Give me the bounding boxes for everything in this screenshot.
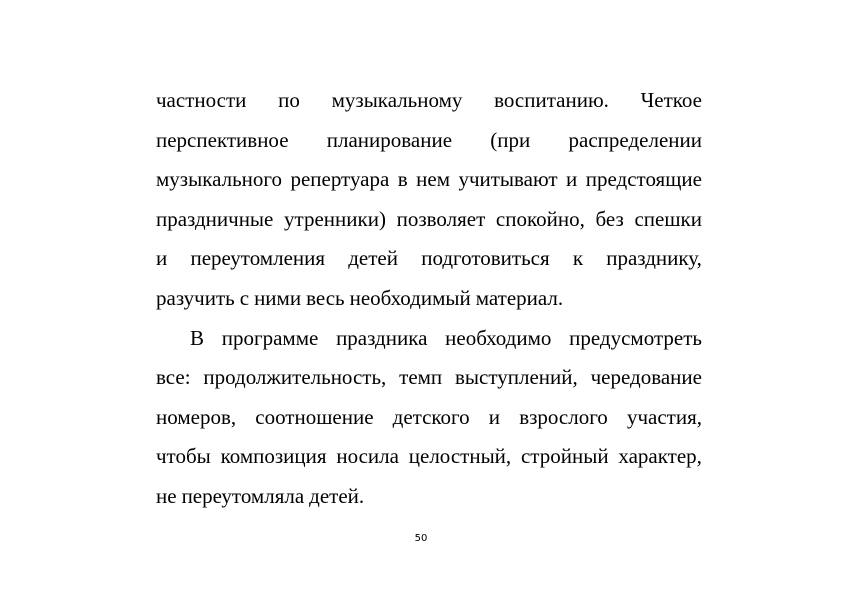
word: детского — [392, 404, 470, 429]
word: учитывают — [458, 167, 558, 192]
word: воспитанию. — [494, 88, 609, 112]
word: распределении — [568, 127, 702, 152]
word: частности — [156, 88, 247, 112]
word: композиция — [220, 444, 327, 469]
word: необходимый — [349, 285, 471, 310]
word: с — [239, 285, 250, 310]
word: нем — [416, 167, 450, 192]
word: весь — [306, 285, 345, 310]
word: Четкое — [640, 88, 702, 112]
word: и — [566, 167, 578, 192]
word: стройный — [520, 444, 609, 469]
word: предусмотреть — [569, 325, 702, 350]
word: чередование — [590, 365, 702, 390]
word: к — [572, 246, 584, 271]
word: ними — [254, 285, 302, 310]
word: характер, — [618, 444, 702, 469]
word: репертуара — [290, 167, 390, 192]
word: по — [278, 88, 300, 112]
word: программе — [221, 325, 319, 350]
word: носила — [336, 444, 399, 469]
word: подготовиться — [421, 246, 550, 271]
word: переутомляла — [181, 483, 305, 508]
word: предстоящие — [585, 167, 702, 192]
word: праздника — [336, 325, 428, 350]
word: В — [190, 325, 205, 350]
text-line — [156, 86, 702, 126]
text-line — [156, 324, 702, 364]
word: материал. — [475, 285, 564, 310]
word: целостный, — [408, 444, 512, 469]
word: чтобы — [156, 444, 211, 469]
text-line — [156, 244, 702, 284]
word: соотношение — [255, 404, 374, 429]
word: (при — [490, 127, 531, 152]
word: темп — [399, 365, 443, 390]
body-text — [156, 86, 702, 522]
word: выступлений, — [455, 365, 578, 390]
word: празднику, — [606, 246, 702, 271]
word: переутомления — [190, 246, 326, 271]
text-line — [156, 363, 702, 403]
word: праздничные — [156, 206, 274, 231]
paragraph — [156, 324, 702, 522]
word: детей — [348, 246, 398, 271]
word: не — [156, 483, 177, 508]
word: взрослого — [519, 404, 608, 429]
word: продолжительность, — [203, 365, 387, 390]
word: необходимо — [445, 325, 552, 350]
text-line — [156, 205, 702, 245]
word: музыкальному — [331, 88, 463, 112]
text-line — [156, 284, 702, 324]
word: разучить — [156, 285, 235, 310]
word: все: — [156, 365, 191, 390]
word: участия, — [626, 404, 702, 429]
word: и — [488, 404, 501, 429]
paragraph — [156, 86, 702, 324]
word: позволяет — [396, 206, 486, 231]
text-line — [156, 403, 702, 443]
word: без — [595, 206, 624, 231]
word: утренники) — [284, 206, 386, 231]
page-number: 50 — [414, 533, 428, 544]
word: спокойно, — [495, 206, 585, 231]
word: спешки — [634, 206, 702, 231]
word: номеров, — [156, 404, 237, 429]
word: планирование — [326, 127, 453, 152]
text-line — [156, 482, 702, 522]
text-line — [156, 126, 702, 166]
word: в — [397, 167, 408, 192]
text-line — [156, 442, 702, 482]
word: перспективное — [156, 127, 289, 152]
word: и — [156, 246, 168, 271]
word: детей. — [309, 483, 365, 508]
word: музыкального — [156, 167, 282, 192]
text-line — [156, 165, 702, 205]
